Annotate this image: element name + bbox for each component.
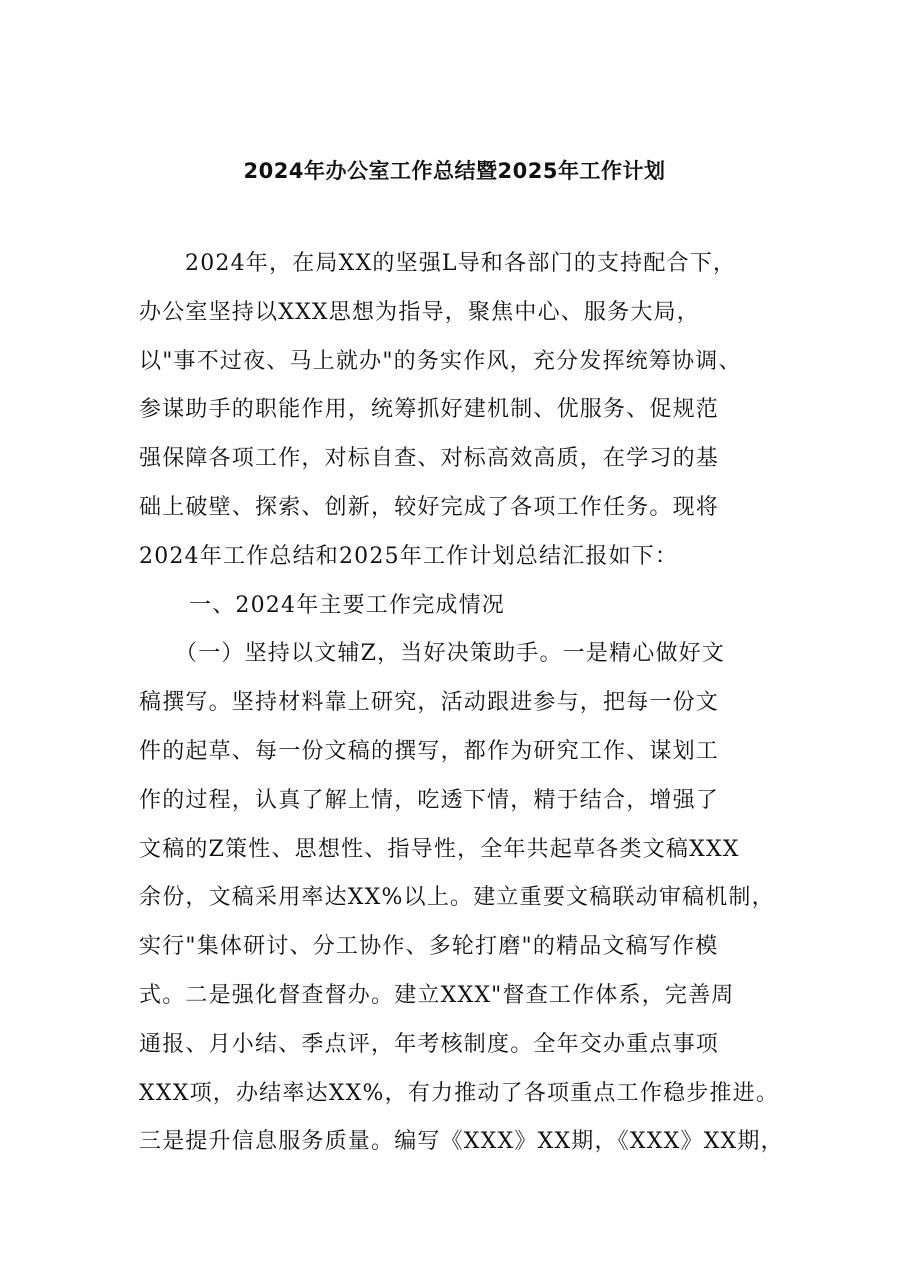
section-heading: 一、2024年主要工作完成情况 [189,592,505,618]
paragraph-line: 三是提升信息服务质量。编写《XXX》XX期，《XXX》XX期， [139,1129,784,1155]
document-title: 2024年办公室工作总结暨2025年工作计划 [243,159,666,183]
paragraph-line: 础上破壁、探索、创新，较好完成了各项工作任务。现将 [139,494,720,520]
paragraph-line: （一）坚持以文辅Z，当好决策助手。一是精心做好文 [175,641,726,667]
paragraph-line: 式。二是强化督查督办。建立XXX"督查工作体系，完善周 [139,982,735,1008]
paragraph-line: 2024年，在局XX的坚强L导和各部门的支持配合下， [185,251,737,276]
paragraph-line: 稿撰写。坚持材料靠上研究，活动跟进参与，把每一份文 [139,690,720,716]
paragraph-line: 参谋助手的职能作用，统筹抓好建机制、优服务、促规范 [139,397,720,423]
paragraph-line: 通报、月小结、季点评，年考核制度。全年交办重点事项 [139,1031,720,1057]
paragraph-line: 文稿的Z策性、思想性、指导性，全年共起草各类文稿XXX [139,836,740,862]
paragraph-line: 办公室坚持以XXX思想为指导，聚焦中心、服务大局， [139,299,700,325]
paragraph-line: 件的起草、每一份文稿的撰写，都作为研究工作、谋划工 [139,738,720,764]
paragraph-line: 以"事不过夜、马上就办"的务实作风，充分发挥统筹协调、 [139,348,742,374]
paragraph-line: 2024年工作总结和2025年工作计划总结汇报如下： [139,543,679,569]
document-body [139,240,799,1167]
paragraph-line: XXX项，办结率达XX%，有力推动了各项重点工作稳步推进。 [139,1080,780,1106]
paragraph-line: 作的过程，认真了解上情，吃透下情，精于结合，增强了 [139,787,720,813]
paragraph-line: 余份，文稿采用率达XX%以上。建立重要文稿联动审稿机制， [139,885,775,911]
paragraph-line: 强保障各项工作，对标自查、对标高效高质，在学习的基 [139,446,720,472]
paragraph-line: 实行"集体研讨、分工协作、多轮打磨"的精品文稿写作模 [139,934,719,960]
